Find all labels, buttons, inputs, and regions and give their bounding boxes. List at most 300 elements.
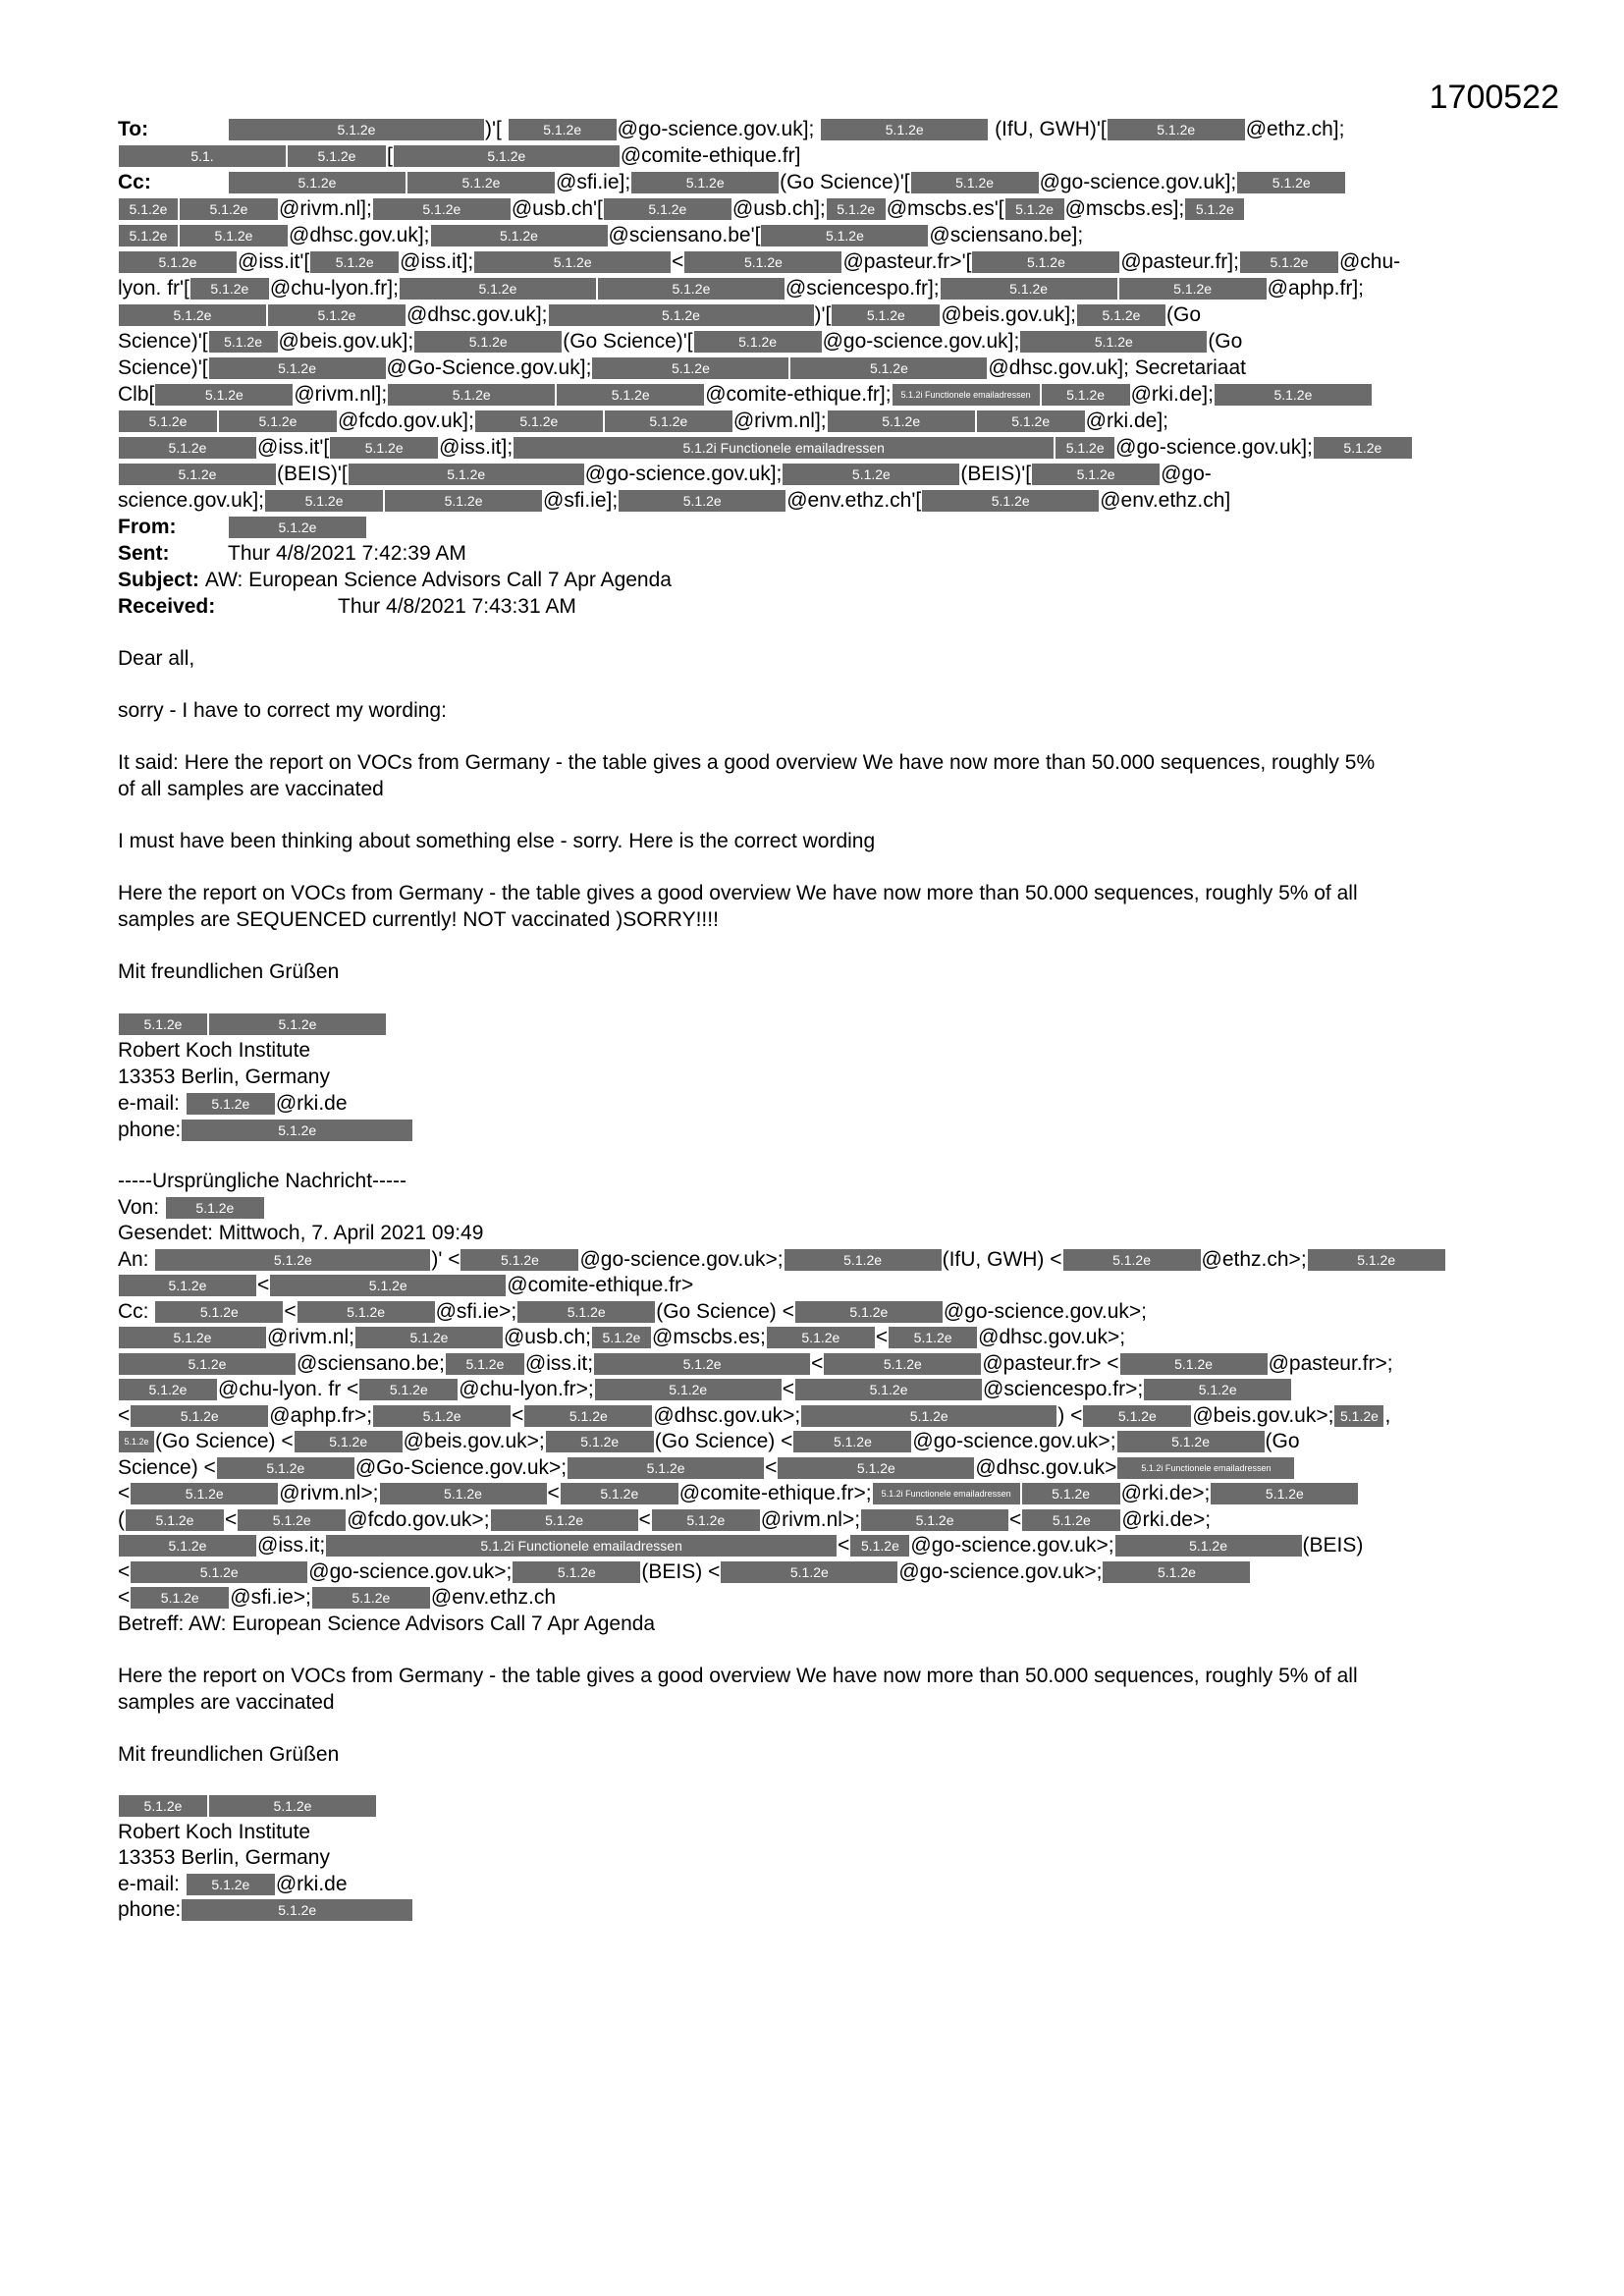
redaction: 5.1.2e (1240, 251, 1338, 273)
cc-fragment: (Go Science)'[ (780, 171, 910, 193)
redaction: 5.1.2e (219, 410, 337, 432)
orig-fragment: @beis.gov.uk>; (1192, 1403, 1334, 1427)
redaction: 5.1.2e (1314, 437, 1412, 459)
orig-fragment: @rivm.nl; (267, 1326, 354, 1348)
redaction: 5.1.2e (180, 198, 278, 220)
von-label: Von: (118, 1195, 160, 1219)
cc-fragment: @sciensano.be]; (929, 224, 1084, 246)
orig-fragment: @go-science.gov.uk>; (308, 1559, 513, 1583)
redaction: 5.1.2e (557, 384, 704, 406)
body-text: Here the report on VOCs from Germany - the table gives a good overview We have now more than 50.000 sequences, roughly 5% of all (118, 882, 1358, 904)
closing: Mit freundlichen Grüßen (118, 960, 340, 983)
redaction: 5.1.2e (594, 1353, 810, 1375)
orig-fragment: @go-science.gov.uk>; (579, 1247, 784, 1271)
orig-fragment: @rivm.nl>; (279, 1482, 379, 1504)
orig-fragment: @usb.ch; (503, 1326, 592, 1348)
redaction: 5.1.2e (1056, 437, 1114, 459)
original-message (118, 1169, 1527, 1924)
orig-fragment: @sfi.ie>; (230, 1586, 311, 1609)
redaction: 5.1.2e (119, 464, 276, 485)
orig-fragment: < (118, 1482, 131, 1504)
redaction: 5.1.2e (1063, 1249, 1201, 1271)
cc-fragment: @iss.it]; (439, 436, 514, 459)
orig-fragment: @Go-Science.gov.uk>; (354, 1455, 568, 1479)
to-fragment: [ (387, 144, 393, 167)
redaction: 5.1.2e (549, 304, 814, 326)
page-number: 1700522 (1429, 79, 1559, 116)
redaction: 5.1.2e (694, 331, 822, 353)
cc-line-10 (118, 408, 1527, 434)
redaction: 5.1.2i Functionele emailadressen (514, 437, 1054, 459)
redaction: 5.1.2e (801, 1405, 1056, 1427)
redaction: 5.1.2e (385, 490, 542, 512)
orig-fragment: @fcdo.gov.uk>; (347, 1507, 490, 1531)
redaction: 5.1.2e (209, 357, 386, 379)
redaction: 5.1.2e (491, 1509, 638, 1531)
orig-fragment: @sfi.ie>; (435, 1299, 517, 1323)
redaction: 5.1.2e (187, 1093, 275, 1115)
cc-label: Cc: (118, 171, 151, 193)
cc-fragment: @rki.de]; (1085, 410, 1168, 432)
gesendet-line: Gesendet: Mittwoch, 7. April 2021 09:49 (118, 1222, 484, 1244)
redaction: 5.1.2e (1211, 1483, 1358, 1504)
redaction: 5.1.2e (155, 1301, 283, 1323)
cc-fragment: @sfi.ie]; (556, 171, 631, 193)
cc-fragment: (Go (1166, 303, 1202, 326)
orig-fragment: (Go Science) < (656, 1299, 794, 1323)
received-line (118, 593, 1527, 620)
cc-fragment: @rivm.nl]; (279, 197, 372, 220)
signature-email-label: e-mail: (118, 1092, 181, 1115)
redaction: 5.1.2e (209, 1795, 376, 1817)
signature (118, 1011, 1527, 1143)
cc-fragment: @sciencespo.fr]; (785, 277, 940, 300)
signature-email-domain: @rki.de (275, 1092, 348, 1115)
redaction: 5.1.2e (824, 1353, 981, 1375)
orig-fragment: < (118, 1403, 131, 1427)
orig-fragment: )' < (431, 1247, 460, 1271)
cc-line-5 (118, 275, 1527, 301)
redaction: 5.1.2e (119, 251, 237, 273)
redaction: 5.1.2e (1077, 304, 1165, 326)
cc-fragment: Science)'[ (118, 330, 208, 353)
redaction: 5.1.2e (373, 198, 511, 220)
redaction: 5.1.2e (1115, 1535, 1302, 1557)
orig-fragment: @beis.gov.uk>; (403, 1430, 545, 1452)
redaction: 5.1.2e (790, 357, 987, 379)
redaction: 5.1.2e (1022, 1483, 1120, 1504)
cc-fragment: (BEIS)'[ (960, 463, 1032, 485)
redaction: 5.1.2e (119, 410, 217, 432)
cc-line-4 (118, 248, 1527, 275)
to-line-2 (118, 142, 1527, 169)
body-text: It said: Here the report on VOCs from Germany - the table gives a good overview We have now more than 50.000 sequences, roughly 5% (118, 751, 1376, 774)
redaction: 5.1.2e (767, 1327, 875, 1348)
redaction: 5.1.2e (631, 172, 779, 193)
redaction: 5.1.2e (546, 1431, 654, 1452)
redaction: 5.1.2e (131, 1405, 268, 1427)
orig-fragment: @sciencespo.fr>; (983, 1378, 1144, 1400)
body-text: samples are vaccinated (118, 1691, 335, 1714)
cc-fragment: (BEIS)'[ (277, 463, 348, 485)
orig-cc-label: Cc: (118, 1299, 149, 1323)
orig-fragment: @dhsc.gov.uk>; (978, 1326, 1126, 1348)
sent-line (118, 540, 1527, 567)
orig-fragment: @go-science.gov.uk>; (943, 1299, 1147, 1323)
redaction: 5.1.2e (1020, 331, 1207, 353)
redaction: 5.1.2e (1042, 384, 1130, 406)
original-signature (118, 1793, 1527, 1924)
orig-fragment: @go-science.gov.uk>; (912, 1430, 1116, 1452)
cc-fragment: @go-science.gov.uk]; (1115, 436, 1313, 459)
cc-fragment: @env.ethz.ch'[ (786, 489, 922, 512)
redaction: 5.1.2e (229, 517, 366, 538)
cc-fragment: @go-science.gov.uk]; (822, 330, 1020, 353)
redaction: 5.1.2e (180, 225, 288, 246)
redaction: 5.1.2e (513, 1561, 640, 1583)
cc-line-11 (118, 434, 1527, 461)
cc-fragment: @iss.it'[ (238, 250, 310, 273)
redaction: 5.1.2e (911, 172, 1039, 193)
to-fragment: @comite-ethique.fr] (620, 144, 801, 167)
redaction: 5.1.2e (265, 490, 383, 512)
redaction: 5.1.2e (268, 304, 406, 326)
redaction: 5.1.2e (298, 1301, 435, 1323)
redaction: 5.1.2e (209, 1013, 386, 1035)
body-paragraph-3: I must have been thinking about something else - sorry. Here is the correct wording (118, 830, 876, 852)
orig-fragment: < (512, 1403, 524, 1427)
orig-fragment: @mscbs.es; (652, 1326, 766, 1348)
cc-fragment: @rki.de]; (1130, 383, 1214, 406)
cc-fragment: @beis.gov.uk]; (941, 303, 1077, 326)
redaction: 5.1.2e (652, 1509, 760, 1531)
orig-fragment: (Go Science) < (155, 1430, 294, 1452)
cc-fragment: Clb[ (118, 383, 155, 406)
body-text: Here the report on VOCs from Germany - the table gives a good overview We have now more than 50.000 sequences, roughly 5% of all (118, 1665, 1358, 1687)
orig-fragment: @chu-lyon. fr < (218, 1378, 359, 1400)
redaction: 5.1.2e (778, 1457, 974, 1479)
redaction: 5.1.2e (783, 464, 959, 485)
redaction: 5.1.2e (119, 1327, 266, 1348)
sent-value: Thur 4/8/2021 7:42:39 AM (228, 542, 466, 565)
orig-fragment: @rivm.nl>; (760, 1507, 861, 1531)
redaction: 5.1.2i Functionele emailadressen (893, 384, 1040, 406)
redaction: 5.1.2e (166, 1197, 264, 1219)
subject-line (118, 567, 1527, 593)
redaction: 5.1.2e (1308, 1249, 1445, 1271)
orig-fragment: < (638, 1507, 651, 1531)
orig-fragment: ( (118, 1507, 125, 1531)
orig-fragment: (Go (1265, 1430, 1300, 1452)
redaction: 5.1.2e (941, 278, 1117, 300)
orig-fragment: < (225, 1507, 238, 1531)
redaction: 5.1.2e (414, 331, 562, 353)
cc-fragment: @mscbs.es'[ (886, 197, 1004, 220)
redaction: 5.1.2e (407, 172, 555, 193)
cc-fragment: @rivm.nl]; (732, 410, 827, 432)
cc-fragment: @pasteur.fr]; (1120, 250, 1239, 273)
redaction: 5.1.2e (359, 1379, 458, 1400)
redaction: 5.1.2e (310, 251, 399, 273)
redaction: 5.1.2e (785, 1249, 942, 1271)
cc-fragment: @fcdo.gov.uk]; (338, 410, 474, 432)
cc-fragment: @rivm.nl]; (294, 383, 388, 406)
redaction: 5.1.2e (684, 251, 841, 273)
body-paragraph-2 (118, 749, 1527, 802)
cc-fragment: @dhsc.gov.uk]; (289, 224, 430, 246)
cc-line-12 (118, 461, 1527, 487)
to-label: To: (118, 118, 149, 140)
redaction: 5.1.2e (605, 410, 732, 432)
redaction: 5.1.2e (474, 251, 671, 273)
orig-fragment: @pasteur.fr>; (1268, 1351, 1393, 1375)
redaction: 5.1.2e (1185, 198, 1244, 220)
redaction: 5.1.2e (229, 119, 484, 140)
redaction: 5.1.2e (446, 1353, 524, 1375)
orig-fragment: @rki.de>; (1120, 1482, 1211, 1504)
cc-fragment: @beis.gov.uk]; (278, 330, 414, 353)
orig-fragment: @env.ethz.ch (430, 1586, 557, 1609)
body-paragraph-4 (118, 880, 1527, 933)
redaction: 5.1.2e (460, 1249, 578, 1271)
redaction: 5.1.2e (119, 1535, 256, 1557)
redaction: 5.1.2e (1334, 1405, 1383, 1427)
redaction: 5.1.2e (592, 1327, 651, 1348)
redaction: 5.1.2i Functionele emailadressen (873, 1483, 1020, 1504)
redaction: 5.1.2e (155, 384, 293, 406)
sent-label: Sent: (118, 542, 170, 565)
orig-fragment: @comite-ethique.fr> (507, 1274, 694, 1296)
to-fragment: (IfU, GWH)'[ (995, 118, 1107, 140)
greeting: Dear all, (118, 647, 195, 670)
redaction: 5.1.2e (832, 304, 940, 326)
orig-fragment: @iss.it; (257, 1534, 326, 1557)
redaction: 5.1.2e (238, 1509, 346, 1531)
orig-fragment: @go-science.gov.uk>; (898, 1559, 1103, 1583)
orig-fragment: < (547, 1482, 560, 1504)
redaction: 5.1.2e (972, 251, 1119, 273)
redaction: 5.1.2e (889, 1327, 977, 1348)
redaction: 5.1.2e (761, 225, 928, 246)
cc-line-7 (118, 328, 1527, 355)
redaction: 5.1.2e (380, 1483, 547, 1504)
redaction: 5.1.2e (795, 1301, 943, 1323)
redaction: 5.1.2e (270, 1275, 506, 1296)
redaction: 5.1.2e (190, 278, 269, 300)
cc-fragment: lyon. fr'[ (118, 277, 189, 300)
received-label: Received: (118, 595, 216, 618)
orig-fragment: < (875, 1326, 889, 1348)
redaction: 5.1.2e (119, 1431, 154, 1452)
orig-fragment: @dhsc.gov.uk>; (653, 1403, 801, 1427)
cc-fragment: @mscbs.es]; (1064, 197, 1185, 220)
cc-fragment: @usb.ch]; (731, 197, 826, 220)
redaction: 5.1.2e (119, 225, 178, 246)
redaction: 5.1.2e (388, 384, 555, 406)
orig-fragment: (IfU, GWH) < (942, 1247, 1062, 1271)
betreff-line: Betreff: AW: European Science Advisors Call 7 Apr Agenda (118, 1612, 656, 1635)
orig-fragment: Science) < (118, 1455, 216, 1479)
signature-address: 13353 Berlin, Germany (118, 1066, 330, 1088)
cc-line-2 (118, 195, 1527, 222)
redaction: 5.1.2e (509, 119, 617, 140)
cc-fragment: Secretariaat (1134, 356, 1246, 379)
orig-fragment: @rki.de>; (1121, 1507, 1212, 1531)
redaction: 5.1.2e (922, 490, 1099, 512)
redaction: 5.1.2e (182, 1120, 412, 1141)
redaction: 5.1.2e (209, 331, 278, 353)
redaction: 5.1.2e (431, 225, 608, 246)
to-fragment: @go-science.gov.uk]; (617, 118, 815, 140)
orig-fragment: @dhsc.gov.uk> (975, 1455, 1117, 1479)
redaction: 5.1.2e (131, 1483, 278, 1504)
cc-fragment: @iss.it]; (400, 250, 474, 273)
signature-email-label: e-mail: (118, 1872, 181, 1895)
cc-fragment: @go-science.gov.uk]; (584, 463, 783, 485)
redaction: 5.1.2i Functionele emailadressen (326, 1535, 837, 1557)
cc-fragment: Science)'[ (118, 356, 208, 379)
cc-fragment: @sciensano.be'[ (608, 224, 761, 246)
cc-line-6 (118, 301, 1527, 328)
cc-fragment: @chu- (1338, 250, 1401, 273)
redaction: 5.1.2e (349, 464, 584, 485)
redaction: 5.1.2e (1119, 278, 1267, 300)
cc-line-9 (118, 381, 1527, 408)
orig-fragment: < (811, 1351, 824, 1375)
redaction: 5.1.2e (1237, 172, 1345, 193)
signature-address: 13353 Berlin, Germany (118, 1846, 330, 1869)
orig-fragment: < (838, 1534, 850, 1557)
cc-fragment: @env.ethz.ch] (1100, 489, 1231, 512)
redaction: 5.1.2e (119, 1275, 256, 1296)
redaction: 5.1.2e (295, 1431, 403, 1452)
orig-fragment: @iss.it; (524, 1351, 594, 1375)
redaction: 5.1.2e (977, 410, 1085, 432)
redaction: 5.1.2e (119, 1353, 296, 1375)
cc-fragment: @go- (1161, 463, 1212, 485)
body-text: of all samples are vaccinated (118, 778, 384, 800)
original-closing: Mit freundlichen Grüßen (118, 1743, 340, 1766)
an-label: An: (118, 1247, 149, 1271)
signature-phone-label: phone: (118, 1119, 182, 1141)
orig-fragment: @ethz.ch>; (1201, 1247, 1307, 1271)
redaction: 5.1.2e (850, 1535, 909, 1557)
redaction: 5.1.2e (355, 1327, 503, 1348)
cc-fragment: @Go-Science.gov.uk]; (386, 356, 592, 379)
redaction: 5.1.2e (119, 304, 266, 326)
redaction: 5.1.2e (119, 1379, 217, 1400)
redaction: 5.1.2e (592, 357, 788, 379)
cc-fragment: @chu-lyon.fr]; (269, 277, 399, 300)
redaction: 5.1.2e (475, 410, 603, 432)
original-body (118, 1663, 1527, 1716)
redaction: 5.1.2e (524, 1405, 652, 1427)
orig-fragment: ) < (1057, 1403, 1083, 1427)
orig-fragment: (BEIS) < (641, 1559, 721, 1583)
redaction: 5.1.2e (119, 1795, 207, 1817)
redaction: 5.1.2e (229, 172, 406, 193)
redaction: 5.1.2e (312, 1587, 430, 1609)
redaction: 5.1.2e (1108, 119, 1245, 140)
redaction: 5.1.2e (1103, 1561, 1250, 1583)
signature-email-domain: @rki.de (275, 1872, 348, 1895)
cc-fragment: @sfi.ie]; (543, 489, 619, 512)
redaction: 5.1.2e (187, 1874, 275, 1895)
orig-fragment: < (118, 1586, 131, 1609)
redaction: 5.1.2e (828, 410, 975, 432)
redaction: 5.1.2e (119, 198, 178, 220)
redaction: 5.1.2e (595, 1379, 782, 1400)
subject-label: Subject: (118, 569, 199, 591)
redaction: 5.1.2e (561, 1483, 678, 1504)
orig-fragment: (Go Science) < (654, 1430, 793, 1452)
cc-fragment: @go-science.gov.uk]; (1039, 171, 1237, 193)
redaction: 5.1.2e (1083, 1405, 1191, 1427)
redaction: 5.1.2e (182, 1899, 412, 1921)
signature-phone-label: phone: (118, 1898, 182, 1921)
redaction: 5.1.2e (119, 437, 256, 459)
redaction: 5.1.2e (119, 1013, 207, 1035)
orig-fragment: (BEIS) (1302, 1534, 1364, 1557)
redaction: 5.1.2e (373, 1405, 511, 1427)
redaction: 5.1.2e (568, 1457, 764, 1479)
orig-fragment: @sciensano.be; (297, 1351, 445, 1375)
redaction: 5.1.2e (217, 1457, 354, 1479)
from-label: From: (118, 516, 177, 538)
cc-fragment: @aphp.fr]; (1267, 277, 1364, 300)
body-text: samples are SEQUENCED currently! NOT vaccinated )SORRY!!!! (118, 908, 719, 931)
cc-line-13 (118, 487, 1527, 514)
redaction: 5.1.2e (1022, 1509, 1120, 1531)
cc-fragment: @iss.it'[ (257, 436, 330, 459)
redaction: 5.1.2e (155, 1249, 430, 1271)
redaction: 5.1.2e (288, 145, 386, 167)
redaction: 5.1.2e (400, 278, 596, 300)
original-separator: -----Ursprüngliche Nachricht----- (118, 1170, 407, 1192)
redaction: 5.1.2e (861, 1509, 1008, 1531)
orig-fragment: < (284, 1299, 297, 1323)
orig-fragment: < (782, 1378, 795, 1400)
orig-fragment: , (1384, 1403, 1391, 1427)
redaction: 5.1.2e (1215, 384, 1372, 406)
to-fragment: )'[ (485, 118, 508, 140)
cc-fragment: @dhsc.gov.uk]; (406, 303, 548, 326)
redaction: 5.1.2i Functionele emailadressen (1117, 1457, 1294, 1479)
cc-fragment: (Go (1208, 330, 1243, 353)
redaction: 5.1.2e (827, 198, 886, 220)
cc-line-8 (118, 355, 1527, 381)
redaction: 5.1.2e (330, 437, 438, 459)
redaction: 5.1.2e (793, 1431, 911, 1452)
orig-fragment: @comite-ethique.fr>; (678, 1482, 872, 1504)
orig-fragment: @chu-lyon.fr>; (459, 1378, 594, 1400)
redaction: 5.1.2e (1005, 198, 1064, 220)
redaction: 5.1. (119, 145, 286, 167)
to-fragment: @ethz.ch]; (1245, 118, 1345, 140)
cc-fragment: science.gov.uk]; (118, 489, 265, 512)
cc-fragment: @pasteur.fr>'[ (842, 250, 972, 273)
orig-fragment: < (1009, 1507, 1022, 1531)
redaction: 5.1.2e (517, 1301, 655, 1323)
email-document (118, 116, 1527, 1924)
redaction: 5.1.2e (721, 1561, 897, 1583)
cc-fragment: < (672, 250, 684, 273)
redaction: 5.1.2e (394, 145, 620, 167)
signature-org: Robert Koch Institute (118, 1039, 311, 1062)
received-value: Thur 4/8/2021 7:43:31 AM (338, 595, 576, 618)
redaction: 5.1.2e (131, 1561, 307, 1583)
redaction: 5.1.2e (821, 119, 988, 140)
